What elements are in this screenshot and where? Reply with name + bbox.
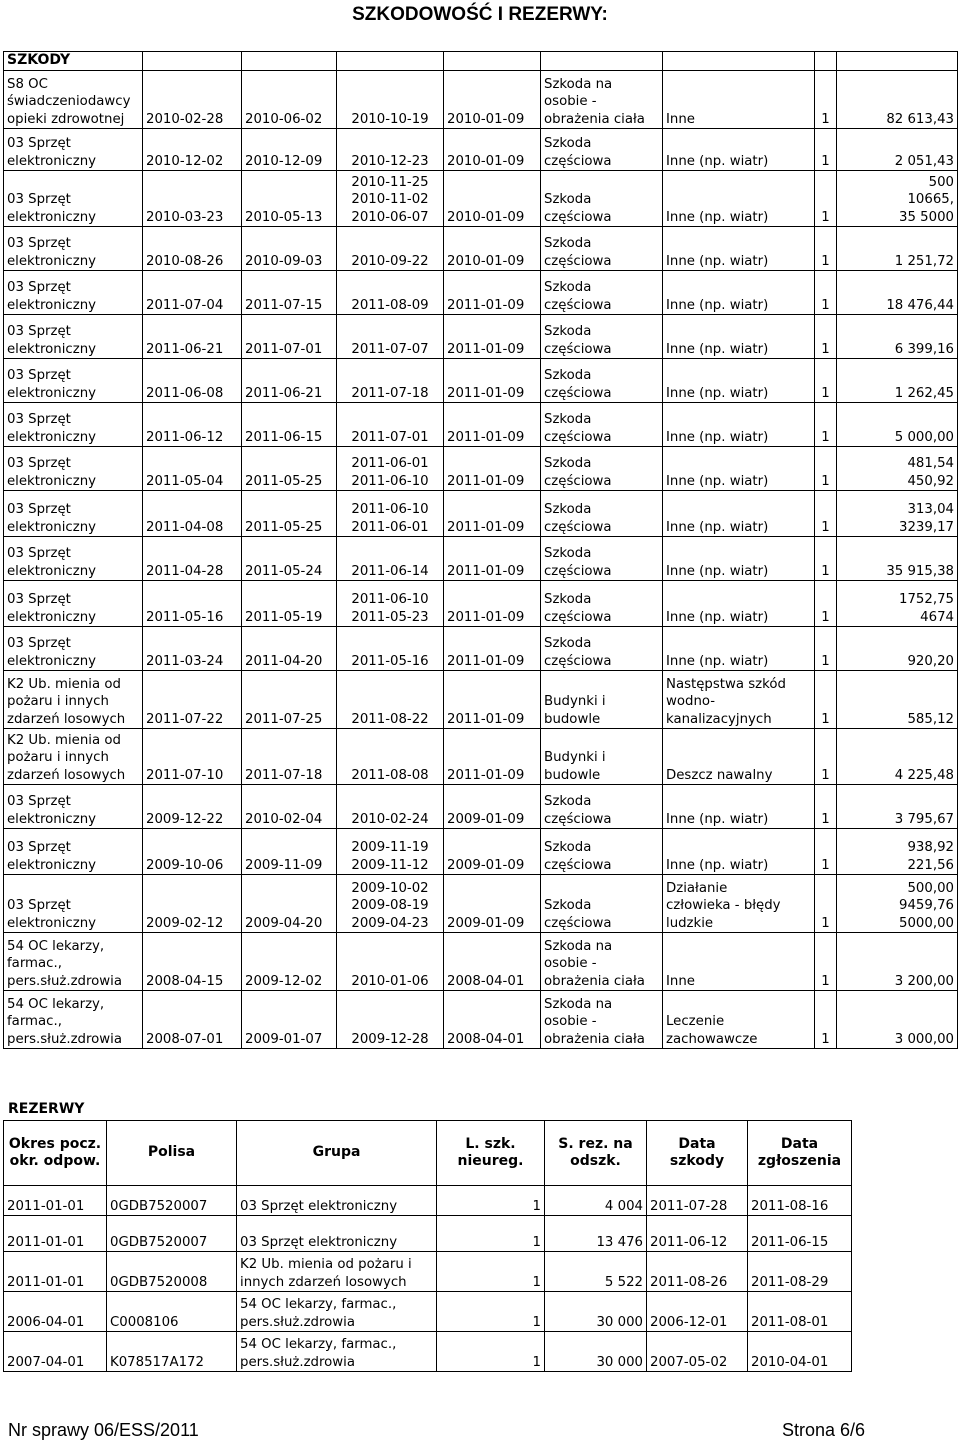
cause-cell: Inne (np. wiatr)	[663, 129, 815, 171]
table-row	[4, 991, 958, 1049]
date-cell: 2011-07-18	[242, 729, 337, 785]
count-cell: 1	[815, 581, 837, 627]
table-row	[4, 829, 958, 875]
amount-cell: 3 795,67	[837, 785, 958, 829]
table-row	[4, 227, 958, 271]
date-cell: 2011-08-16	[748, 1186, 852, 1216]
table-row	[4, 1332, 852, 1372]
grupa-cell: K2 Ub. mienia od pożaru i innych zdarzeń losowych	[4, 671, 143, 729]
table-row	[4, 1216, 852, 1252]
date-cell: 2008-04-01	[444, 933, 541, 991]
count-cell: 1	[815, 227, 837, 271]
count-cell: 1	[815, 171, 837, 227]
date-cell: 2010-01-09	[444, 129, 541, 171]
grupa-cell: 54 OC lekarzy, farmac., pers.służ.zdrowia	[237, 1332, 437, 1372]
date-cell: 2009-01-09	[444, 785, 541, 829]
count-cell: 1	[815, 315, 837, 359]
amount-cell: 1 262,45	[837, 359, 958, 403]
page-number: Strona 6/6	[781, 1420, 865, 1440]
policy-cell: C0008106	[107, 1292, 237, 1332]
date-cell: 2011-08-29	[748, 1252, 852, 1292]
col-header-l-szk: L. szk. nieureg.	[437, 1121, 545, 1186]
count-cell: 1	[437, 1216, 545, 1252]
grupa-cell: K2 Ub. mienia od pożaru i innych zdarzeń losowych	[237, 1252, 437, 1292]
amount-cell: 35 915,38	[837, 537, 958, 581]
amount-cell: 313,04 3239,17	[837, 491, 958, 537]
cause-cell: Działanie człowieka - błędy ludzkie	[663, 875, 815, 933]
date-cell: 2011-05-24	[242, 537, 337, 581]
amount-cell: 938,92 221,56	[837, 829, 958, 875]
type-cell: Szkoda na osobie - obrażenia ciała	[541, 991, 663, 1049]
date-cell: 2011-01-09	[444, 271, 541, 315]
table-row	[4, 581, 958, 627]
szkody-header: SZKODY	[4, 52, 143, 71]
cause-cell: Inne (np. wiatr)	[663, 491, 815, 537]
date-cell: 2011-07-28	[647, 1186, 748, 1216]
cause-cell: Inne (np. wiatr)	[663, 227, 815, 271]
policy-cell: K078517A172	[107, 1332, 237, 1372]
amount-cell: 585,12	[837, 671, 958, 729]
szkody-header-row	[4, 52, 958, 71]
date-cell: 2011-01-09	[444, 627, 541, 671]
date-cell: 2011-06-01 2011-06-10	[337, 447, 444, 491]
date-cell: 2011-08-08	[337, 729, 444, 785]
count-cell: 1	[815, 671, 837, 729]
policy-cell: 0GDB7520007	[107, 1216, 237, 1252]
count-cell: 1	[815, 729, 837, 785]
date-cell: 2009-10-06	[143, 829, 242, 875]
date-cell: 2010-02-24	[337, 785, 444, 829]
szkody-table	[3, 51, 958, 1049]
date-cell: 2011-01-09	[444, 447, 541, 491]
grupa-cell: K2 Ub. mienia od pożaru i innych zdarzeń losowych	[4, 729, 143, 785]
table-row	[4, 671, 958, 729]
date-cell: 2010-06-02	[242, 71, 337, 129]
count-cell: 1	[815, 403, 837, 447]
date-cell: 2009-11-09	[242, 829, 337, 875]
type-cell: Szkoda częściowa	[541, 227, 663, 271]
date-cell: 2011-01-09	[444, 581, 541, 627]
table-row	[4, 537, 958, 581]
date-cell: 2009-04-20	[242, 875, 337, 933]
date-cell: 2011-07-22	[143, 671, 242, 729]
date-cell: 2011-08-22	[337, 671, 444, 729]
date-cell: 2011-01-09	[444, 359, 541, 403]
table-row	[4, 271, 958, 315]
table-row	[4, 403, 958, 447]
col-header-okres: Okres pocz. okr. odpow.	[4, 1121, 107, 1186]
page-title: SZKODOWOŚĆ I REZERWY:	[352, 4, 608, 25]
col-header-grupa: Grupa	[237, 1121, 437, 1186]
table-row	[4, 1292, 852, 1332]
period-cell: 2006-04-01	[4, 1292, 107, 1332]
grupa-cell: 54 OC lekarzy, farmac., pers.służ.zdrowia	[237, 1292, 437, 1332]
grupa-cell: 03 Sprzęt elektroniczny	[4, 447, 143, 491]
cause-cell: Inne (np. wiatr)	[663, 829, 815, 875]
date-cell: 2010-09-22	[337, 227, 444, 271]
table-row	[4, 171, 958, 227]
date-cell: 2009-01-09	[444, 875, 541, 933]
cause-cell: Leczenie zachowawcze	[663, 991, 815, 1049]
count-cell: 1	[437, 1186, 545, 1216]
col-header-data-zgloszenia: Data zgłoszenia	[748, 1121, 852, 1186]
date-cell: 2011-05-19	[242, 581, 337, 627]
table-row	[4, 491, 958, 537]
grupa-cell: 03 Sprzęt elektroniczny	[4, 829, 143, 875]
cause-cell: Inne (np. wiatr)	[663, 315, 815, 359]
date-cell: 2010-05-13	[242, 171, 337, 227]
date-cell: 2009-12-02	[242, 933, 337, 991]
type-cell: Szkoda częściowa	[541, 829, 663, 875]
date-cell: 2011-01-09	[444, 491, 541, 537]
count-cell: 1	[815, 71, 837, 129]
table-row	[4, 359, 958, 403]
cause-cell: Deszcz nawalny	[663, 729, 815, 785]
cause-cell: Inne (np. wiatr)	[663, 359, 815, 403]
table-row	[4, 315, 958, 359]
count-cell: 1	[815, 537, 837, 581]
period-cell: 2011-01-01	[4, 1216, 107, 1252]
type-cell: Szkoda częściowa	[541, 537, 663, 581]
count-cell: 1	[815, 129, 837, 171]
date-cell: 2010-09-03	[242, 227, 337, 271]
amount-cell: 481,54 450,92	[837, 447, 958, 491]
amount-cell: 5 000,00	[837, 403, 958, 447]
table-row	[4, 71, 958, 129]
amount-cell: 920,20	[837, 627, 958, 671]
type-cell: Szkoda częściowa	[541, 315, 663, 359]
type-cell: Szkoda na osobie - obrażenia ciała	[541, 933, 663, 991]
count-cell: 1	[815, 271, 837, 315]
amount-cell: 3 000,00	[837, 991, 958, 1049]
amount-cell: 6 399,16	[837, 315, 958, 359]
period-cell: 2007-04-01	[4, 1332, 107, 1372]
date-cell: 2011-05-16	[143, 581, 242, 627]
grupa-cell: 54 OC lekarzy, farmac., pers.służ.zdrowia	[4, 933, 143, 991]
date-cell: 2011-08-26	[647, 1252, 748, 1292]
count-cell: 1	[437, 1292, 545, 1332]
table-row	[4, 933, 958, 991]
date-cell: 2010-11-25 2010-11-02 2010-06-07	[337, 171, 444, 227]
table-row	[4, 447, 958, 491]
grupa-cell: 03 Sprzęt elektroniczny	[4, 129, 143, 171]
case-number: Nr sprawy 06/ESS/2011	[8, 1420, 199, 1440]
date-cell: 2011-01-09	[444, 537, 541, 581]
period-cell: 2011-01-01	[4, 1186, 107, 1216]
date-cell: 2011-07-15	[242, 271, 337, 315]
date-cell: 2006-12-01	[647, 1292, 748, 1332]
type-cell: Szkoda częściowa	[541, 491, 663, 537]
amount-cell: 2 051,43	[837, 129, 958, 171]
table-row	[4, 729, 958, 785]
grupa-cell: 03 Sprzęt elektroniczny	[4, 359, 143, 403]
date-cell: 2011-04-08	[143, 491, 242, 537]
date-cell: 2011-05-04	[143, 447, 242, 491]
date-cell: 2011-07-25	[242, 671, 337, 729]
amount-cell: 500,00 9459,76 5000,00	[837, 875, 958, 933]
amount-cell: 18 476,44	[837, 271, 958, 315]
grupa-cell: 03 Sprzęt elektroniczny	[4, 491, 143, 537]
date-cell: 2011-06-08	[143, 359, 242, 403]
rezerwy-table	[3, 1120, 852, 1372]
date-cell: 2011-07-18	[337, 359, 444, 403]
date-cell: 2010-01-09	[444, 227, 541, 271]
grupa-cell: 03 Sprzęt elektroniczny	[4, 271, 143, 315]
date-cell: 2008-04-15	[143, 933, 242, 991]
policy-cell: 0GDB7520007	[107, 1186, 237, 1216]
amount-cell: 500 10665, 35 5000	[837, 171, 958, 227]
date-cell: 2010-08-26	[143, 227, 242, 271]
date-cell: 2010-12-23	[337, 129, 444, 171]
amount-cell: 5 522	[545, 1252, 647, 1292]
rezerwy-title: REZERWY	[8, 1101, 85, 1117]
table-row	[4, 627, 958, 671]
grupa-cell: 03 Sprzęt elektroniczny	[237, 1186, 437, 1216]
type-cell: Szkoda częściowa	[541, 785, 663, 829]
count-cell: 1	[815, 359, 837, 403]
rezerwy-header-row	[4, 1121, 852, 1186]
cause-cell: Następstwa szkód wodno- kanalizacyjnych	[663, 671, 815, 729]
date-cell: 2011-01-09	[444, 729, 541, 785]
date-cell: 2011-08-01	[748, 1292, 852, 1332]
type-cell: Szkoda częściowa	[541, 359, 663, 403]
col-header-s-rez: S. rez. na odszk.	[545, 1121, 647, 1186]
amount-cell: 13 476	[545, 1216, 647, 1252]
table-row	[4, 1186, 852, 1216]
count-cell: 1	[437, 1332, 545, 1372]
date-cell: 2008-07-01	[143, 991, 242, 1049]
date-cell: 2010-01-06	[337, 933, 444, 991]
date-cell: 2010-10-19	[337, 71, 444, 129]
amount-cell: 4 004	[545, 1186, 647, 1216]
cause-cell: Inne	[663, 933, 815, 991]
amount-cell: 3 200,00	[837, 933, 958, 991]
type-cell: Szkoda częściowa	[541, 171, 663, 227]
date-cell: 2011-05-25	[242, 447, 337, 491]
date-cell: 2008-04-01	[444, 991, 541, 1049]
date-cell: 2010-01-09	[444, 171, 541, 227]
date-cell: 2010-12-02	[143, 129, 242, 171]
col-header-data-szkody: Data szkody	[647, 1121, 748, 1186]
table-row	[4, 875, 958, 933]
type-cell: Szkoda częściowa	[541, 129, 663, 171]
date-cell: 2011-07-07	[337, 315, 444, 359]
date-cell: 2009-10-02 2009-08-19 2009-04-23	[337, 875, 444, 933]
count-cell: 1	[815, 491, 837, 537]
cause-cell: Inne (np. wiatr)	[663, 447, 815, 491]
date-cell: 2011-06-21	[242, 359, 337, 403]
policy-cell: 0GDB7520008	[107, 1252, 237, 1292]
type-cell: Budynki i budowle	[541, 671, 663, 729]
cause-cell: Inne (np. wiatr)	[663, 403, 815, 447]
date-cell: 2010-02-28	[143, 71, 242, 129]
date-cell: 2011-05-25	[242, 491, 337, 537]
date-cell: 2011-06-21	[143, 315, 242, 359]
grupa-cell: 03 Sprzęt elektroniczny	[4, 785, 143, 829]
grupa-cell: 03 Sprzęt elektroniczny	[4, 627, 143, 671]
date-cell: 2011-06-15	[748, 1216, 852, 1252]
date-cell: 2009-02-12	[143, 875, 242, 933]
table-row	[4, 129, 958, 171]
date-cell: 2009-11-19 2009-11-12	[337, 829, 444, 875]
grupa-cell: 03 Sprzęt elektroniczny	[4, 171, 143, 227]
date-cell: 2010-12-09	[242, 129, 337, 171]
cause-cell: Inne (np. wiatr)	[663, 785, 815, 829]
type-cell: Szkoda na osobie - obrażenia ciała	[541, 71, 663, 129]
date-cell: 2011-07-10	[143, 729, 242, 785]
grupa-cell: 03 Sprzęt elektroniczny	[237, 1216, 437, 1252]
date-cell: 2009-12-28	[337, 991, 444, 1049]
date-cell: 2011-06-12	[143, 403, 242, 447]
grupa-cell: 03 Sprzęt elektroniczny	[4, 581, 143, 627]
amount-cell: 30 000	[545, 1332, 647, 1372]
date-cell: 2011-06-14	[337, 537, 444, 581]
date-cell: 2010-04-01	[748, 1332, 852, 1372]
date-cell: 2011-04-28	[143, 537, 242, 581]
date-cell: 2011-08-09	[337, 271, 444, 315]
date-cell: 2011-07-04	[143, 271, 242, 315]
grupa-cell: 03 Sprzęt elektroniczny	[4, 403, 143, 447]
type-cell: Szkoda częściowa	[541, 875, 663, 933]
date-cell: 2011-03-24	[143, 627, 242, 671]
date-cell: 2011-07-01	[337, 403, 444, 447]
grupa-cell: 03 Sprzęt elektroniczny	[4, 315, 143, 359]
cause-cell: Inne (np. wiatr)	[663, 271, 815, 315]
grupa-cell: 03 Sprzęt elektroniczny	[4, 875, 143, 933]
date-cell: 2011-06-10 2011-06-01	[337, 491, 444, 537]
cause-cell: Inne	[663, 71, 815, 129]
cause-cell: Inne (np. wiatr)	[663, 627, 815, 671]
grupa-cell: 54 OC lekarzy, farmac., pers.służ.zdrowia	[4, 991, 143, 1049]
date-cell: 2011-06-15	[242, 403, 337, 447]
type-cell: Szkoda częściowa	[541, 403, 663, 447]
cause-cell: Inne (np. wiatr)	[663, 537, 815, 581]
type-cell: Szkoda częściowa	[541, 581, 663, 627]
col-header-polisa: Polisa	[107, 1121, 237, 1186]
amount-cell: 30 000	[545, 1292, 647, 1332]
count-cell: 1	[815, 933, 837, 991]
count-cell: 1	[437, 1252, 545, 1292]
type-cell: Budynki i budowle	[541, 729, 663, 785]
date-cell: 2011-01-09	[444, 671, 541, 729]
date-cell: 2009-01-09	[444, 829, 541, 875]
table-row	[4, 785, 958, 829]
table-row	[4, 1252, 852, 1292]
date-cell: 2011-07-01	[242, 315, 337, 359]
date-cell: 2010-03-23	[143, 171, 242, 227]
date-cell: 2011-06-10 2011-05-23	[337, 581, 444, 627]
date-cell: 2011-01-09	[444, 315, 541, 359]
date-cell: 2010-02-04	[242, 785, 337, 829]
date-cell: 2011-01-09	[444, 403, 541, 447]
date-cell: 2009-01-07	[242, 991, 337, 1049]
count-cell: 1	[815, 627, 837, 671]
amount-cell: 4 225,48	[837, 729, 958, 785]
date-cell: 2011-05-16	[337, 627, 444, 671]
grupa-cell: 03 Sprzęt elektroniczny	[4, 537, 143, 581]
type-cell: Szkoda częściowa	[541, 627, 663, 671]
cause-cell: Inne (np. wiatr)	[663, 171, 815, 227]
date-cell: 2007-05-02	[647, 1332, 748, 1372]
count-cell: 1	[815, 991, 837, 1049]
grupa-cell: S8 OC świadczeniodawcy opieki zdrowotnej	[4, 71, 143, 129]
amount-cell: 1 251,72	[837, 227, 958, 271]
date-cell: 2010-01-09	[444, 71, 541, 129]
amount-cell: 1752,75 4674	[837, 581, 958, 627]
cause-cell: Inne (np. wiatr)	[663, 581, 815, 627]
count-cell: 1	[815, 447, 837, 491]
type-cell: Szkoda częściowa	[541, 271, 663, 315]
grupa-cell: 03 Sprzęt elektroniczny	[4, 227, 143, 271]
period-cell: 2011-01-01	[4, 1252, 107, 1292]
date-cell: 2009-12-22	[143, 785, 242, 829]
date-cell: 2011-04-20	[242, 627, 337, 671]
date-cell: 2011-06-12	[647, 1216, 748, 1252]
count-cell: 1	[815, 875, 837, 933]
type-cell: Szkoda częściowa	[541, 447, 663, 491]
amount-cell: 82 613,43	[837, 71, 958, 129]
count-cell: 1	[815, 829, 837, 875]
count-cell: 1	[815, 785, 837, 829]
